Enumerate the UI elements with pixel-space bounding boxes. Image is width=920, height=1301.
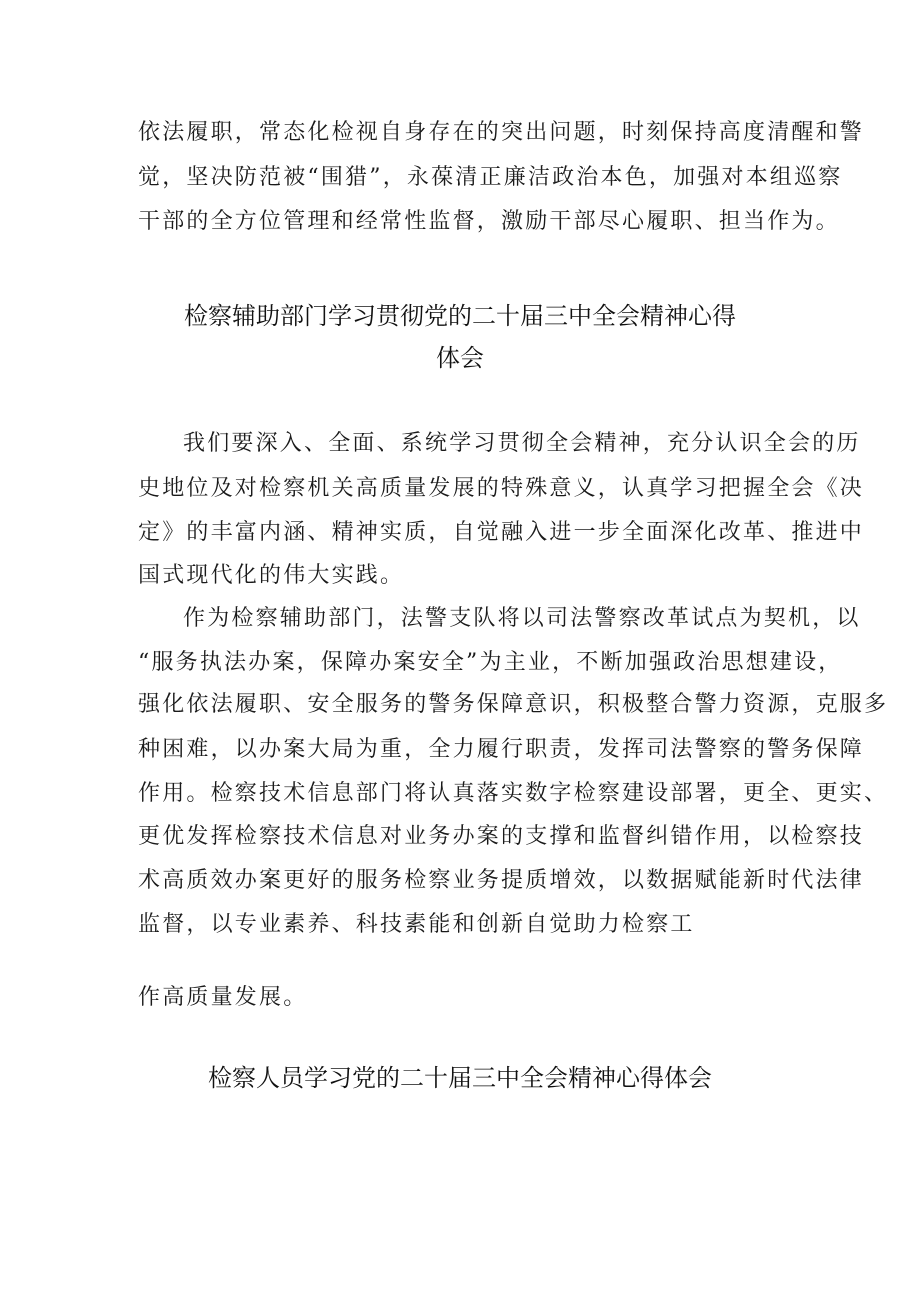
body-text-line: 强化依法履职、安全服务的警务保障意识，积极整合警力资源，克服多: [138, 692, 889, 717]
section-heading-line-1: 检察辅助部门学习贯彻党的二十届三中全会精神心得: [184, 302, 736, 330]
body-text-line: 监督，以专业素养、科技素能和创新自觉助力检察工: [138, 912, 695, 937]
body-text-line: 觉，坚决防范被“围猎”，永葆清正廉洁政治本色，加强对本组巡察: [138, 165, 843, 190]
section-heading-line-2: 体会: [436, 344, 484, 372]
body-text-line: 依法履职，常态化检视自身存在的突出问题，时刻保持高度清醒和警: [138, 120, 865, 145]
body-text-line: 我们要深入、全面、系统学习贯彻全会精神，充分认识全会的历: [183, 431, 861, 456]
body-text-line: 作用。检察技术信息部门将认真落实数字检察建设部署，更全、更实、: [138, 781, 889, 806]
body-text-line: 作高质量发展。: [138, 985, 308, 1010]
section-heading-line-1: 检察人员学习党的二十届三中全会精神心得体会: [208, 1064, 712, 1092]
body-text-line: 术高质效办案更好的服务检察业务提质增效，以数据赋能新时代法律: [138, 868, 865, 893]
body-text-line: 种困难，以办案大局为重，全力履行职责，发挥司法警察的警务保障: [138, 737, 865, 762]
body-text-line: 定》的丰富内涵、精神实质，自觉融入进一步全面深化改革、推进中: [138, 520, 865, 545]
body-text-line: “服务执法办案，保障办案安全”为主业，不断加强政治思想建设，: [138, 650, 843, 675]
body-text-line: 国式现代化的伟大实践。: [138, 563, 405, 588]
body-text-line: 史地位及对检察机关高质量发展的特殊意义，认真学习把握全会《决: [138, 476, 865, 501]
body-text-line: 作为检察辅助部门，法警支队将以司法警察改革试点为契机，以: [183, 606, 861, 631]
body-text-line: 更优发挥检察技术信息对业务办案的支撑和监督纠错作用，以检察技: [138, 824, 865, 849]
body-text-line: 干部的全方位管理和经常性监督，激励干部尽心履职、担当作为。: [138, 209, 840, 234]
